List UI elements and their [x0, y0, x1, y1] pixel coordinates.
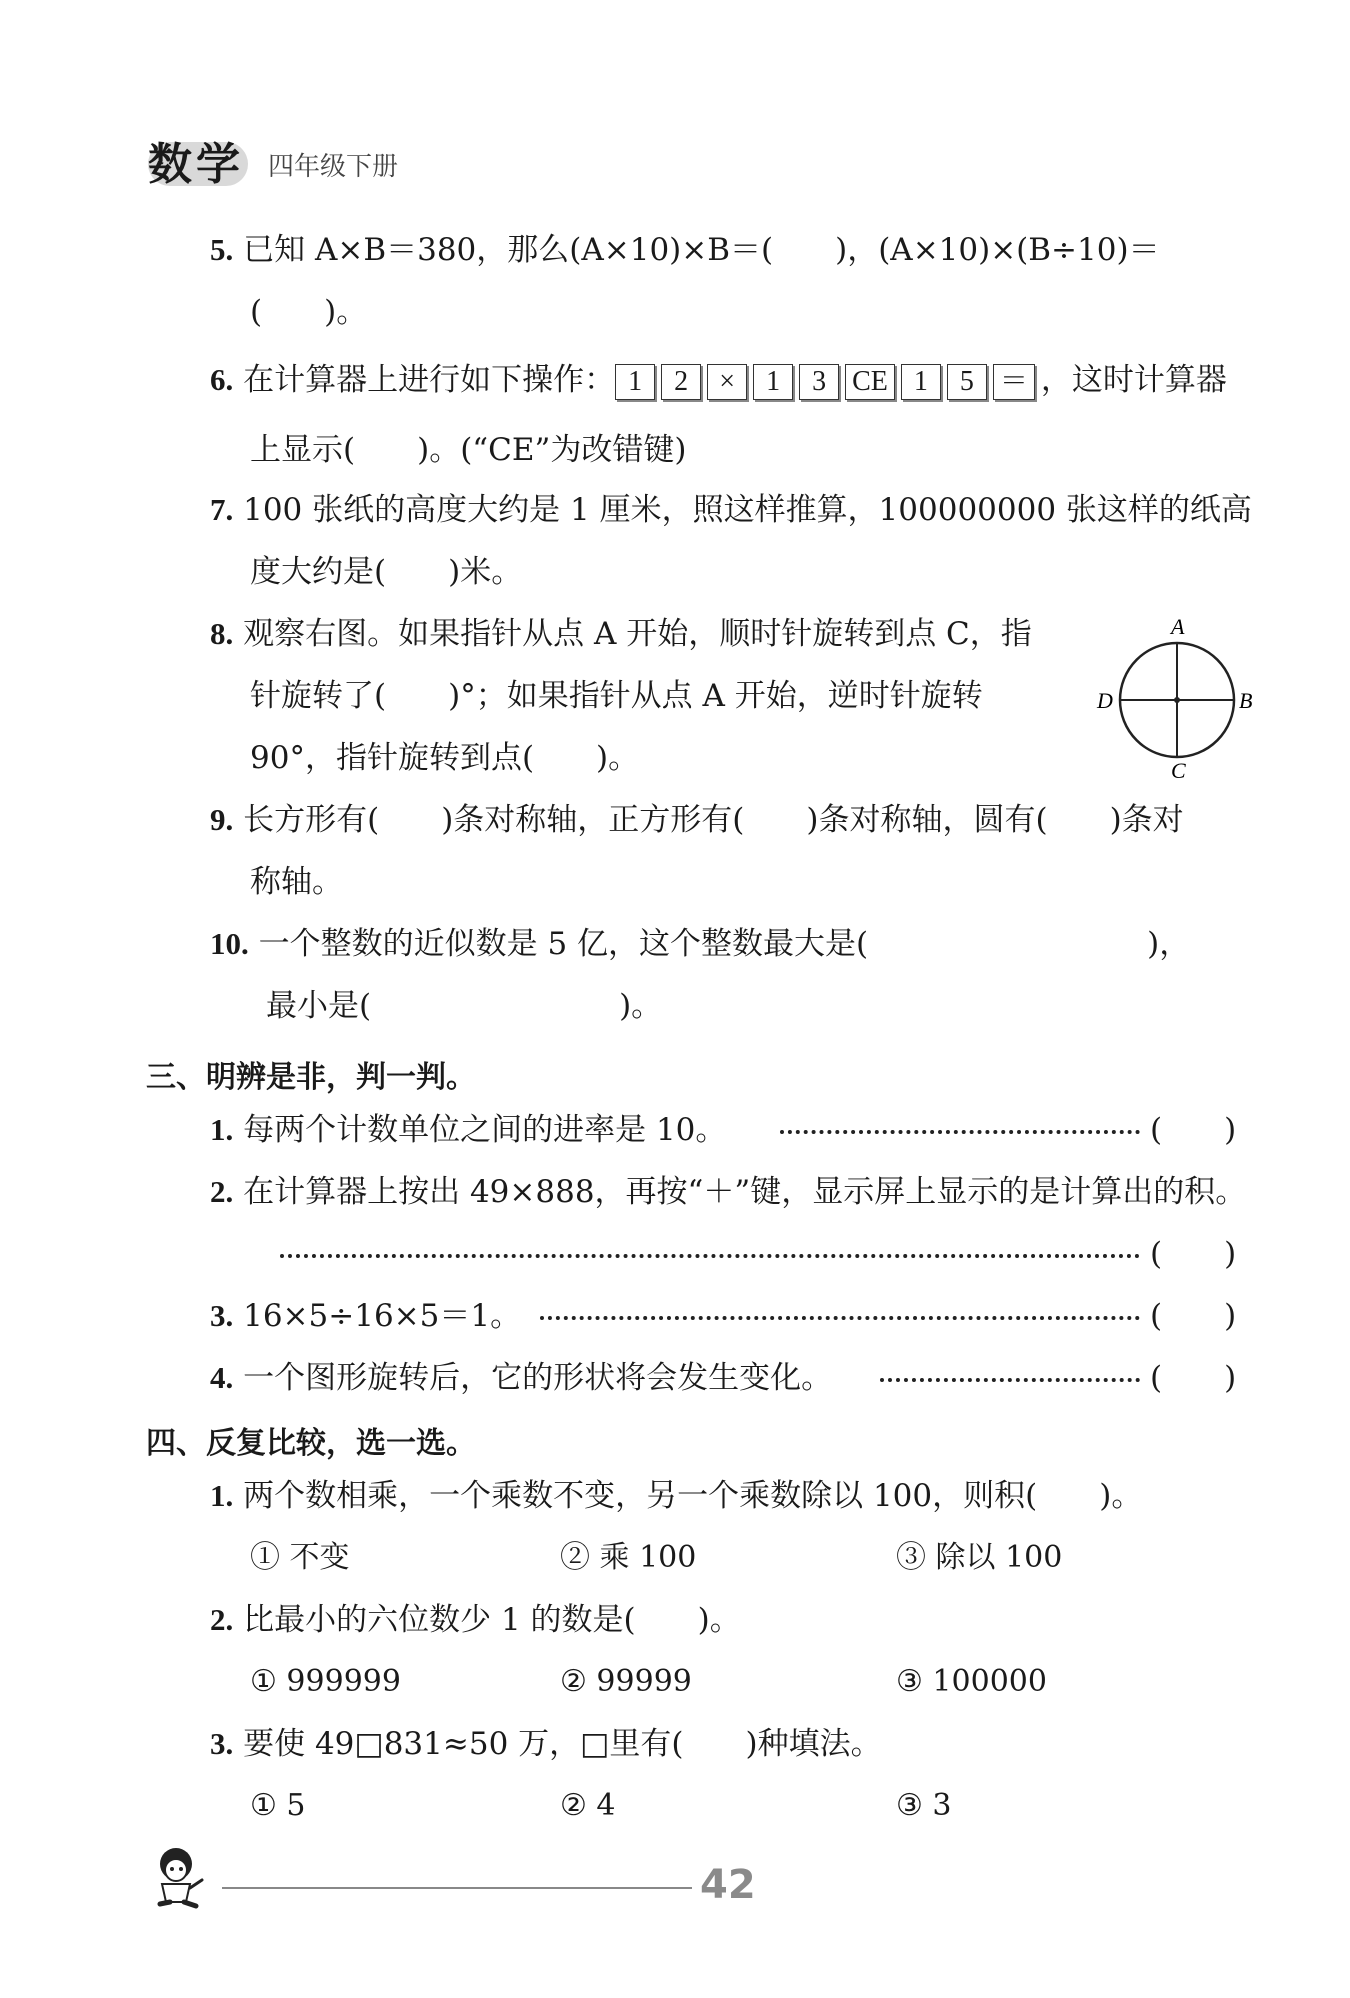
q9-number: 9.: [210, 802, 234, 837]
label-b: B: [1239, 688, 1253, 713]
subject-title: 数学: [148, 139, 244, 190]
choice-2-number: 2.: [210, 1602, 234, 1637]
judge-2-paren: ( ): [1150, 1236, 1237, 1272]
section-4-title: 四、反复比较，选一选。: [146, 1426, 476, 1461]
q5-line1: 已知 A×B＝380，那么(A×10)×B＝( )，(A×10)×(B÷10)＝: [243, 232, 1160, 268]
section-3-title: 三、明辨是非，判一判。: [146, 1060, 476, 1095]
q7-number: 7.: [210, 492, 234, 527]
q10-number: 10.: [210, 926, 249, 961]
q5-number: 5.: [210, 232, 234, 267]
calculator-keys: [615, 362, 1041, 398]
judge-1-paren: ( ): [1150, 1112, 1237, 1148]
judge-4-number: 4.: [210, 1360, 234, 1395]
judge-3-text: 16×5÷16×5＝1。: [243, 1298, 522, 1334]
choice-1-number: 1.: [210, 1478, 234, 1513]
judge-4-text: 一个图形旋转后，它的形状将会发生变化。: [243, 1360, 833, 1396]
question-9: [210, 800, 1184, 840]
q6-line2: 上显示( )。(“CE”为改错键): [250, 432, 687, 468]
question-7: [210, 490, 1252, 530]
q8-number: 8.: [210, 616, 234, 651]
label-c: C: [1171, 758, 1186, 780]
q8-line3: 90°，指针旋转到点( )。: [250, 740, 640, 776]
choice-1-option-2[interactable]: ② 乘 100: [560, 1540, 697, 1575]
grade-label: 四年级下册: [268, 152, 399, 182]
judge-2-leader: [280, 1254, 1140, 1258]
label-a: A: [1171, 614, 1185, 639]
calc-key: ×: [707, 364, 747, 400]
judge-3-number: 3.: [210, 1298, 234, 1333]
q9-line2: 称轴。: [250, 864, 343, 900]
q6-suffix: ，这时计算器: [1040, 362, 1227, 398]
q7-line1: 100 张纸的高度大约是 1 厘米，照这样推算，100000000 张这样的纸高: [243, 492, 1252, 528]
judge-item-2: [210, 1172, 1246, 1212]
calc-key: CE: [845, 364, 895, 400]
judge-item-3: [210, 1296, 521, 1336]
calc-key: 1: [753, 364, 793, 400]
calc-key: 1: [901, 364, 941, 400]
calc-key: 2: [661, 364, 701, 400]
q6-number: 6.: [210, 362, 234, 397]
choice-1-option-1[interactable]: ① 不变: [250, 1540, 350, 1575]
choice-1-text: 两个数相乘，一个乘数不变，另一个乘数除以 100，则积( )。: [243, 1478, 1143, 1514]
judge-3-paren: ( ): [1150, 1298, 1237, 1334]
judge-1-number: 1.: [210, 1112, 234, 1147]
judge-2-text: 在计算器上按出 49×888，再按“＋”键，显示屏上显示的是计算出的积。: [243, 1174, 1247, 1210]
choice-2-option-2[interactable]: ② 99999: [560, 1664, 692, 1699]
question-6: [210, 360, 1227, 400]
choice-2-text: 比最小的六位数少 1 的数是( )。: [243, 1602, 741, 1638]
calc-key: ＝: [993, 364, 1035, 400]
q8-line1: 观察右图。如果指针从点 A 开始，顺时针旋转到点 C，指: [243, 616, 1032, 652]
calc-key: 3: [799, 364, 839, 400]
judge-4-leader: [880, 1378, 1140, 1382]
question-10: [210, 924, 1190, 964]
q10-line2: 最小是( )。: [266, 988, 663, 1024]
q9-line1: 长方形有( )条对称轴，正方形有( )条对称轴，圆有( )条对: [243, 802, 1184, 838]
question-8: [210, 614, 1032, 654]
judge-2-number: 2.: [210, 1174, 234, 1209]
choice-3-option-3[interactable]: ③ 3: [896, 1788, 952, 1823]
q5-line2: ( )。: [250, 294, 368, 330]
choice-3-text: 要使 49□831≈50 万，□里有( )种填法。: [243, 1726, 882, 1762]
page-number: 42: [700, 1862, 756, 1908]
q10-line1: 一个整数的近似数是 5 亿，这个整数最大是( )，: [258, 926, 1191, 962]
judge-1-text: 每两个计数单位之间的进率是 10。: [243, 1112, 727, 1148]
choice-item-1: [210, 1476, 1142, 1516]
judge-1-leader: [780, 1130, 1140, 1134]
footer-rule: [222, 1887, 692, 1889]
judge-3-leader: [540, 1316, 1140, 1320]
choice-3-number: 3.: [210, 1726, 234, 1761]
question-5: [210, 230, 1160, 270]
choice-1-option-3[interactable]: ③ 除以 100: [896, 1540, 1063, 1575]
choice-3-option-2[interactable]: ② 4: [560, 1788, 616, 1823]
q7-line2: 度大约是( )米。: [250, 554, 523, 590]
choice-item-3: [210, 1724, 882, 1764]
judge-4-paren: ( ): [1150, 1360, 1237, 1396]
q8-line2: 针旋转了( )°；如果指针从点 A 开始，逆时针旋转: [250, 678, 983, 714]
judge-item-1: [210, 1110, 726, 1150]
mascot-icon: [140, 1840, 220, 1920]
choice-item-2: [210, 1600, 741, 1640]
calc-key: 5: [947, 364, 987, 400]
circle-diagram: [1095, 610, 1275, 780]
choice-3-option-1[interactable]: ① 5: [250, 1788, 306, 1823]
choice-2-option-1[interactable]: ① 999999: [250, 1664, 401, 1699]
q6-prefix: 在计算器上进行如下操作：: [243, 362, 616, 398]
choice-2-option-3[interactable]: ③ 100000: [896, 1664, 1047, 1699]
judge-item-4: [210, 1358, 832, 1398]
center-point: [1174, 697, 1180, 703]
calc-key: 1: [615, 364, 655, 400]
label-d: D: [1097, 688, 1113, 713]
